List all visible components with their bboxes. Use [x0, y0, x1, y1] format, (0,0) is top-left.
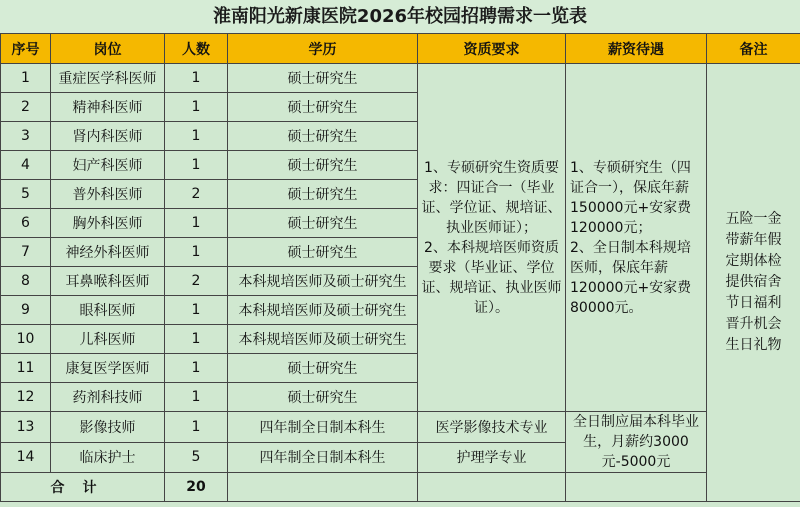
header-count[interactable]: 人数: [165, 34, 228, 64]
cell-position[interactable]: 肾内科医师: [51, 122, 165, 151]
cell-count[interactable]: 1: [165, 325, 228, 354]
cell-position[interactable]: 临床护士: [51, 442, 165, 473]
header-position[interactable]: 岗位: [51, 34, 165, 64]
cell-seq[interactable]: 8: [1, 267, 51, 296]
cell-count[interactable]: 1: [165, 296, 228, 325]
cell-seq[interactable]: 10: [1, 325, 51, 354]
empty-cell[interactable]: [228, 473, 418, 502]
cell-count[interactable]: 1: [165, 383, 228, 412]
cell-position[interactable]: 影像技师: [51, 412, 165, 443]
cell-education[interactable]: 本科规培医师及硕士研究生: [228, 267, 418, 296]
header-row: [1, 34, 800, 64]
cell-education[interactable]: 硕士研究生: [228, 383, 418, 412]
cell-education[interactable]: 四年制全日制本科生: [228, 442, 418, 473]
cell-position[interactable]: 普外科医师: [51, 180, 165, 209]
cell-education[interactable]: 硕士研究生: [228, 209, 418, 238]
table-row: [1, 412, 800, 443]
cell-position[interactable]: 耳鼻喉科医师: [51, 267, 165, 296]
cell-position[interactable]: 胸外科医师: [51, 209, 165, 238]
cell-position[interactable]: 药剂科技师: [51, 383, 165, 412]
cell-count[interactable]: 2: [165, 180, 228, 209]
header-salary[interactable]: 薪资待遇: [566, 34, 707, 64]
header-remarks[interactable]: 备注: [707, 34, 800, 64]
table-row: [1, 64, 800, 93]
cell-count[interactable]: 1: [165, 354, 228, 383]
recruitment-table: [0, 33, 800, 502]
cell-position[interactable]: 精神科医师: [51, 93, 165, 122]
header-seq[interactable]: 序号: [1, 34, 51, 64]
empty-cell[interactable]: [566, 473, 707, 502]
cell-position[interactable]: 康复医学医师: [51, 354, 165, 383]
cell-education[interactable]: 硕士研究生: [228, 354, 418, 383]
cell-position[interactable]: 重症医学科医师: [51, 64, 165, 93]
cell-remarks-merged[interactable]: 五险一金带薪年假定期体检提供宿舍节日福利晋升机会生日礼物: [707, 64, 800, 502]
cell-count[interactable]: 5: [165, 442, 228, 473]
cell-education[interactable]: 本科规培医师及硕士研究生: [228, 296, 418, 325]
total-label[interactable]: 合计: [1, 473, 165, 502]
total-row: [1, 473, 800, 502]
cell-salary-merged[interactable]: 1、专硕研究生（四证合一），保底年薪150000元+安家费120000元； 2、全日制本科规培医师，保底年薪120000元+安家费80000元。: [566, 64, 707, 412]
cell-education[interactable]: 硕士研究生: [228, 151, 418, 180]
cell-count[interactable]: 1: [165, 412, 228, 443]
cell-education[interactable]: 硕士研究生: [228, 64, 418, 93]
cell-count[interactable]: 1: [165, 93, 228, 122]
header-qualification[interactable]: 资质要求: [418, 34, 566, 64]
cell-education[interactable]: 硕士研究生: [228, 122, 418, 151]
cell-seq[interactable]: 5: [1, 180, 51, 209]
cell-count[interactable]: 2: [165, 267, 228, 296]
total-value[interactable]: 20: [165, 473, 228, 502]
cell-seq[interactable]: 4: [1, 151, 51, 180]
cell-count[interactable]: 1: [165, 238, 228, 267]
cell-qualification[interactable]: 医学影像技术专业: [418, 412, 566, 443]
page-title: 淮南阳光新康医院2026年校园招聘需求一览表: [0, 0, 800, 33]
cell-education[interactable]: 本科规培医师及硕士研究生: [228, 325, 418, 354]
cell-seq[interactable]: 1: [1, 64, 51, 93]
cell-salary-undergrad[interactable]: 全日制应届本科毕业生，月薪约3000元-5000元: [566, 412, 707, 473]
cell-qualification[interactable]: 护理学专业: [418, 442, 566, 473]
cell-seq[interactable]: 14: [1, 442, 51, 473]
cell-position[interactable]: 儿科医师: [51, 325, 165, 354]
cell-seq[interactable]: 13: [1, 412, 51, 443]
cell-count[interactable]: 1: [165, 64, 228, 93]
cell-seq[interactable]: 6: [1, 209, 51, 238]
cell-seq[interactable]: 11: [1, 354, 51, 383]
cell-education[interactable]: 硕士研究生: [228, 180, 418, 209]
cell-count[interactable]: 1: [165, 151, 228, 180]
cell-seq[interactable]: 2: [1, 93, 51, 122]
header-education[interactable]: 学历: [228, 34, 418, 64]
cell-position[interactable]: 妇产科医师: [51, 151, 165, 180]
cell-position[interactable]: 眼科医师: [51, 296, 165, 325]
cell-position[interactable]: 神经外科医师: [51, 238, 165, 267]
empty-cell[interactable]: [418, 473, 566, 502]
cell-education[interactable]: 硕士研究生: [228, 93, 418, 122]
cell-seq[interactable]: 9: [1, 296, 51, 325]
cell-seq[interactable]: 12: [1, 383, 51, 412]
cell-education[interactable]: 硕士研究生: [228, 238, 418, 267]
cell-seq[interactable]: 7: [1, 238, 51, 267]
cell-seq[interactable]: 3: [1, 122, 51, 151]
cell-count[interactable]: 1: [165, 209, 228, 238]
cell-qualification-merged[interactable]: 1、专硕研究生资质要求：四证合一（毕业证、学位证、规培证、执业医师证）； 2、本科规培医师资质要求（毕业证、学位证、规培证、执业医师证）。: [418, 64, 566, 412]
cell-count[interactable]: 1: [165, 122, 228, 151]
cell-education[interactable]: 四年制全日制本科生: [228, 412, 418, 443]
